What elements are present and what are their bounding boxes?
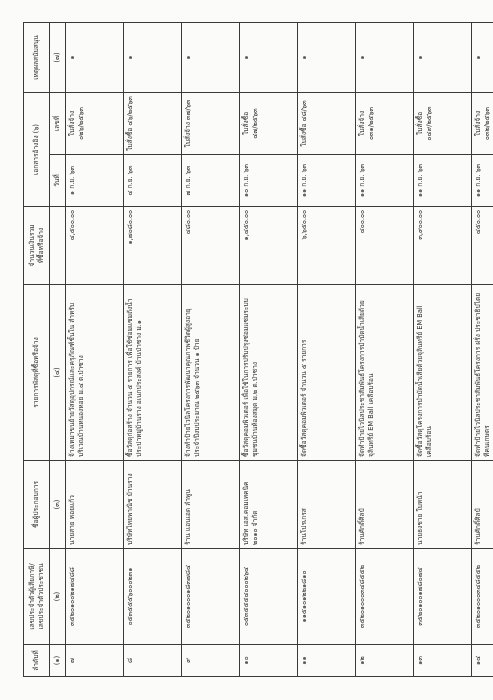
table-row [124, 23, 182, 677]
cell-vendor: บริษัท เอส.คอมเทคนิค ๒๐๑๐ จำกัด [240, 461, 298, 549]
cell-date: ๑๑ ก.ย. ๖๓ [414, 155, 472, 207]
cell-amount: ๔,๕๐๐.๐๐ [66, 207, 124, 285]
cell-docno: ใบสั่งจ้าง ๐๓๑/๒๕๖๓ [356, 93, 414, 155]
cell-no: ๑๓ [414, 645, 472, 677]
cell-vendor: บริษัทไทยพาณิช บ้านราง [124, 461, 182, 549]
cell-date: ๑ ก.ย. ๖๓ [66, 155, 124, 207]
cell-reason: ๑ [414, 23, 472, 93]
cell-amount: ๑,๔๕๐.๐๐ [240, 207, 298, 285]
header-vendor-index: (๓) [50, 461, 66, 549]
cell-taxid: ๐๕๓๕๕๕๔๐๐๐๒๖๔ [240, 549, 298, 645]
cell-docno: ใบสั่งซื้อ ๔๖/๒๕๖๓ [124, 93, 182, 155]
cell-vendor: ร้าน แอนเอด ลำพูน [182, 461, 240, 549]
cell-taxid: ๓๕๒๐๑๐๐๐๓๔๘๕๕๒ [472, 549, 493, 645]
header-docno: เลขที่ [50, 93, 66, 155]
header-no: ลำดับที่ [24, 645, 50, 677]
cell-taxid: ๓๕๒๐๑๐๐๐๓๔๘๕๕๒ [356, 549, 414, 645]
cell-item: ซื้อวัสดุก่อสร้าง จำนวน ๕ รายการ เพื่อใช้ซ่อมแซมถังน้ำประปาหมู่บ้านราง อเนกประสงค์ บ้านป่าซาง ม.๑ [124, 285, 182, 461]
cell-taxid: ๑๑๕๑๐๑๒๒๑๘๑๐ [298, 549, 356, 645]
cell-reason: ๑ [240, 23, 298, 93]
cell-taxid: ๓๕๒๐๑๐๐๒๑๗๔๘๘ [66, 549, 124, 645]
cell-date: ๑๑ ก.ย. ๖๓ [298, 155, 356, 207]
cell-item: จัดซื้อวัสดุคอมพิวเตอร์ จำนวน ๕ รายการ [298, 285, 356, 461]
cell-vendor: ร้านโปรเกรส [298, 461, 356, 549]
rotated-table-container [23, 23, 491, 677]
procurement-table [23, 22, 493, 677]
cell-docno: ใบสั่งจ้าง ๐๒๖/๒๕๖๓ [66, 93, 124, 155]
cell-no: ๑๔ [472, 645, 493, 677]
cell-amount: ๑,๗๐๘๐.๐๐ [124, 207, 182, 285]
cell-docno: ใบสั่งจ้าง ๐๓๒/๒๕๖๓ [472, 93, 493, 155]
cell-docno: ใบสั่งซื้อ ๔๗/๒๕๖๓ [240, 93, 298, 155]
cell-docno: ใบสั่งจ้าง ๓๗/๖๓ [182, 93, 240, 155]
cell-docno: ใบสั่งซื้อ ๔๘/๖๓ [298, 93, 356, 155]
cell-amount: ๔๘๐.๐๐ [182, 207, 240, 285]
cell-amount: ๓,๙๐๐.๐๐ [414, 207, 472, 285]
cell-date: ๑๑ ก.ย. ๖๓ [356, 155, 414, 207]
table-row [240, 23, 298, 677]
cell-item: จัดทำป้ายไวนิลประชาสัมพันธ์โครงการ ฝรั่ง ประชาธิปไตย ทีคนเกษตร [472, 285, 493, 461]
table-row [66, 23, 124, 677]
cell-taxid: ๓๕๒๐๑๐๐๑๗๘๐๗๔ [414, 549, 472, 645]
table-row [472, 23, 493, 677]
table-row [298, 23, 356, 677]
cell-reason: ๑ [472, 23, 493, 93]
cell-no: ๘ [124, 645, 182, 677]
header-taxid-index: (๒) [50, 549, 66, 645]
header-item-index: (๔) [50, 285, 66, 461]
header-reference: เอกสารอ้างอิง (๖) [24, 93, 50, 207]
header-date: วันที่ [50, 155, 66, 207]
cell-item: จ้างทำป้ายไวนิลโครงการพัฒนาคุณภาพชีวิตผู้สูงอายุ ประจำปีงบประมาณ ๒๕๖๓ จำนวน ๑ ป้าย [182, 285, 240, 461]
header-taxid [24, 549, 50, 645]
cell-vendor: ร้านศักดิ์ศิลป์ [356, 461, 414, 549]
cell-taxid: ๓๕๒๐๑๐๐๐๑๘๓๗๘๔ [182, 549, 240, 645]
cell-reason: ๑ [124, 23, 182, 93]
cell-date: ๗ ก.ย. ๖๓ [182, 155, 240, 207]
cell-reason: ๑ [66, 23, 124, 93]
header-taxid-line1: เลขประจำตัวผู้เสียภาษี/ [27, 563, 36, 630]
header-taxid-line2: เลขประจำตัวประชาชน [36, 563, 45, 630]
cell-amount: ๔๐๐.๐๐ [356, 207, 414, 285]
cell-vendor: นายธงชาย ใบหน้า [414, 461, 472, 549]
cell-item: จัดทำป้ายไวนิลประชาสัมพันธ์โครงการบำบัดน้ำเสียด้วยจุลินทรีย์ EM Ball เคลือบร้อน [356, 285, 414, 461]
cell-no: ๑๒ [356, 645, 414, 677]
cell-no: ๗ [66, 645, 124, 677]
cell-item: ซื้อวัสดุคอมพิวเตอร์ เพื่อใช้ในการปรับปรุงซ่อมแซมระบบ ชุมชนบ้านห้องสมุด ม.๒ ต.ป่าซาง [240, 285, 298, 461]
cell-date: ๔ ก.ย. ๖๓ [124, 155, 182, 207]
cell-reason: ๑ [356, 23, 414, 93]
header-amount-index [50, 207, 66, 285]
cell-no: ๑๐ [240, 645, 298, 677]
cell-amount: ๖,๖๕๐.๐๐ [298, 207, 356, 285]
header-reason: เหตุผลสนับสนุน [24, 23, 50, 93]
cell-vendor: นายสาย หอยแก้ว [66, 461, 124, 549]
table-row [356, 23, 414, 677]
header-item: รายการพัสดุที่ซื้อหรือจ้าง [24, 285, 50, 461]
cell-item: จัดซื้อวัสดุโครงการบำบัดน้ำเสียด้วยจุลินทรีย์ EM Ball เคลือบร้อน [414, 285, 472, 461]
table-row [182, 23, 240, 677]
cell-no: ๑๑ [298, 645, 356, 677]
cell-date: ๑๐ ก.ย. ๖๓ [240, 155, 298, 207]
cell-docno: ใบสั่งซื้อ ๐๔๙/๒๕๖๓ [414, 93, 472, 155]
header-vendor: ชื่อผู้ประกอบการ [24, 461, 50, 549]
header-no-index: (๑) [50, 645, 66, 677]
header-reason-index: (๗) [50, 23, 66, 93]
cell-reason: ๑ [298, 23, 356, 93]
header-amount-line2: ที่ซื้อหรือจ้าง [36, 227, 45, 264]
cell-item: จ้างเหมาขนย้ายวัสดุอุปกรณ์และครุภัณฑ์ชั้นใน สำหรับ บริเวณบ้านหนองหอย ม.๔ ต.ป่าซาง [66, 285, 124, 461]
header-amount [24, 207, 50, 285]
header-amount-line1: จำนวนเงินรวม [27, 224, 36, 267]
cell-vendor: ร้านศักดิ์ศิลป์ [472, 461, 493, 549]
table-row [414, 23, 472, 677]
cell-taxid: ๐๕๓๕๕๕๖๐๐๐๒๓๑ [124, 549, 182, 645]
cell-date: ๑๑ ก.ย. ๖๓ [472, 155, 493, 207]
cell-no: ๙ [182, 645, 240, 677]
cell-reason: ๑ [182, 23, 240, 93]
cell-amount: ๔๕๐.๐๐ [472, 207, 493, 285]
